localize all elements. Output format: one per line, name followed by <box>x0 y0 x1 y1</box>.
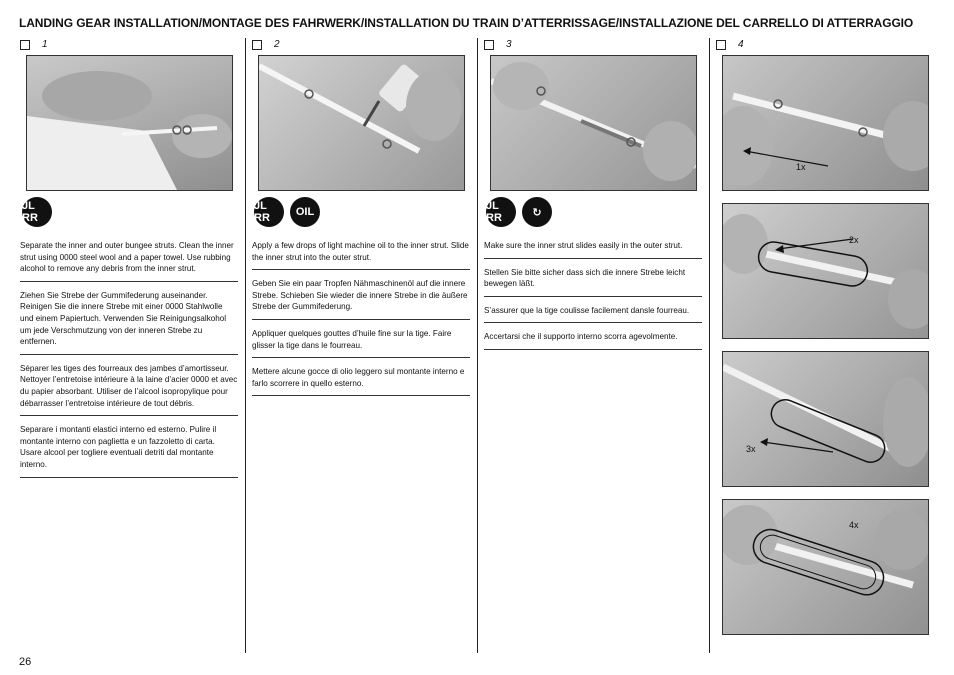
checkbox-icon[interactable] <box>252 40 262 50</box>
strut-icon: ЈL RR <box>22 197 52 227</box>
photo-label-4x: 4x <box>849 520 859 530</box>
paragraph-de: Stellen Sie bitte sicher dass sich die innere Strebe leicht bewegen läßt. <box>484 264 702 297</box>
step-number: 1 <box>42 39 48 50</box>
step-4-photo-2 <box>722 203 929 339</box>
step-2-text <box>252 240 470 401</box>
step-1-icons <box>22 197 52 227</box>
paragraph-en: Make sure the inner strut slides easily in the outer strut. <box>484 240 702 259</box>
paragraph-fr: Appliquer quelques gouttes d’huile fine sur la tige. Faire glisser la tige dans le fourreau. <box>252 325 470 358</box>
paragraph-it: Accertarsi che il supporto interno scorra agevolmente. <box>484 328 702 350</box>
paragraph-fr: Séparer les tiges des fourreaux des jambes d’amortisseur. Nettoyer l’entretoise intérieure à la laine d’acier 0000 et avec du papier absorbant. Utiliser de l’alcool isopropylique pour débarrasser l’entretoise intérieure de tout débris. <box>20 360 238 416</box>
paragraph-de: Geben Sie ein paar Tropfen Nähmaschinenöl auf die innere Strebe. Schieben Sie wieder die innere Strebe in die äußere Strebe der Gummifederung. <box>252 275 470 320</box>
page-number: 26 <box>19 656 32 668</box>
column-divider <box>709 38 710 653</box>
paragraph-de: Ziehen Sie Strebe der Gummifederung auseinander. Reinigen Sie die innere Strebe mit einer 0000 Stahlwolle und einem Papiertuch. Verwenden Sie Reinigungsalkohol um jede Verschmutzung von der inneren Strebe zu entfernen. <box>20 287 238 355</box>
oil-icon: OIL <box>290 197 320 227</box>
column-divider <box>245 38 246 653</box>
step-1-photo <box>26 55 233 191</box>
step-3-icons <box>486 197 552 227</box>
paragraph-fr: S’assurer que la tige coulisse facilement dansle fourreau. <box>484 302 702 324</box>
checkbox-icon[interactable] <box>716 40 726 50</box>
step-1-text <box>20 240 238 483</box>
step-4-header <box>716 39 744 50</box>
step-2-photo <box>258 55 465 191</box>
step-3-text <box>484 240 702 355</box>
step-number: 2 <box>274 39 280 50</box>
paragraph-en: Apply a few drops of light machine oil to the inner strut. Slide the inner strut into the outer strut. <box>252 240 470 270</box>
step-4-photo-4 <box>722 499 929 635</box>
paragraph-it: Mettere alcune gocce di olio leggero sul montante interno e farlo scorrere in quello esterno. <box>252 363 470 396</box>
paragraph-en: Separate the inner and outer bungee struts. Clean the inner strut using 0000 steel wool and a paper towel. Use rubbing alcohol to remove any debris from the inner strut. <box>20 240 238 282</box>
column-divider <box>477 38 478 653</box>
step-1-header <box>20 39 48 50</box>
step-2-header <box>252 39 280 50</box>
rotate-icon: ↻ <box>522 197 552 227</box>
checkbox-icon[interactable] <box>484 40 494 50</box>
page-title: LANDING GEAR INSTALLATION/MONTAGE DES FAHRWERK/INSTALLATION DU TRAIN D’ATTERRISSAGE/INSTALLAZIONE DEL CARRELLO DI ATTERRAGGIO <box>19 16 914 30</box>
step-2-icons <box>254 197 320 227</box>
paragraph-it: Separare i montanti elastici interno ed esterno. Pulire il montante interno con paglietta e un fazzoletto di carta. Usare alcool per togliere eventuali detriti dal montante interno. <box>20 421 238 477</box>
photo-label-1x: 1x <box>796 162 806 172</box>
step-4-photo-3 <box>722 351 929 487</box>
checkbox-icon[interactable] <box>20 40 30 50</box>
strut-icon: ЈL RR <box>254 197 284 227</box>
photo-label-2x: 2x <box>849 235 859 245</box>
step-4-photo-1 <box>722 55 929 191</box>
photo-label-3x: 3x <box>746 444 756 454</box>
step-number: 4 <box>738 39 744 50</box>
step-number: 3 <box>506 39 512 50</box>
strut-icon: ЈL RR <box>486 197 516 227</box>
step-3-photo <box>490 55 697 191</box>
step-3-header <box>484 39 512 50</box>
